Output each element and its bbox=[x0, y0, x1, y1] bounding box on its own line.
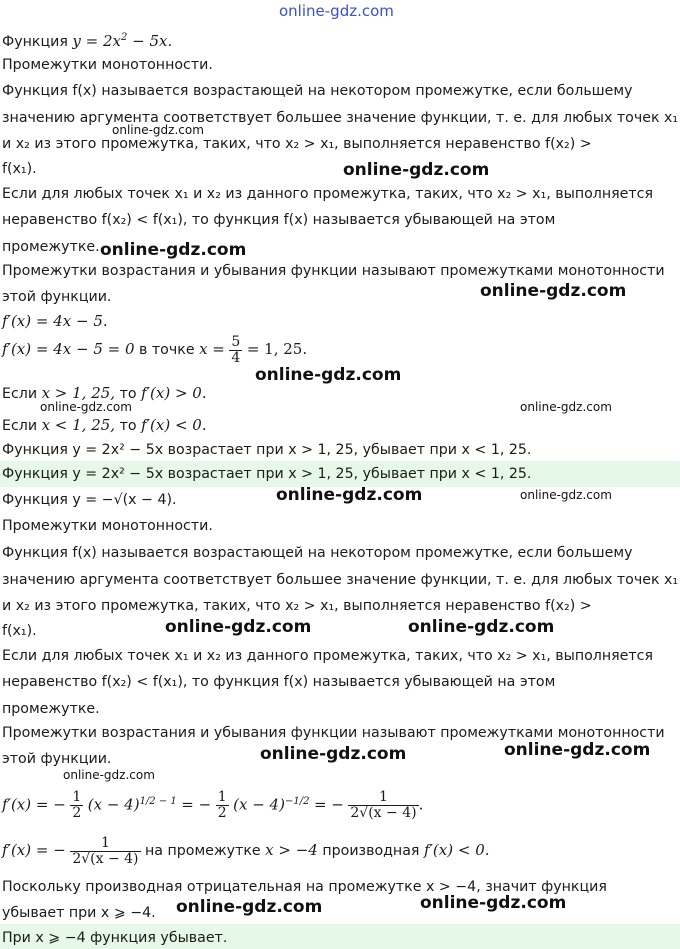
case-greater-1: Если x > 1, 25, то f′(x) > 0. bbox=[2, 384, 207, 402]
fraction-derivative-result: $\frac{1}{2√(x - 4)}$ bbox=[350, 789, 417, 822]
def-decreasing-1-line3: промежутке. bbox=[2, 239, 100, 255]
case-less-1: Если x < 1, 25, то f′(x) < 0. bbox=[2, 416, 207, 434]
watermark: online-gdz.com bbox=[255, 365, 402, 385]
def-increasing-2-line2: значению аргумента соответствует большее значение функции, т. е. для любых точек x₁ bbox=[2, 572, 679, 588]
function-2-title: Функция y = −√(x − 4). bbox=[2, 492, 177, 508]
watermark: online-gdz.com bbox=[504, 740, 651, 760]
watermark: online-gdz.com bbox=[112, 123, 204, 137]
watermark: online-gdz.com bbox=[408, 617, 555, 637]
def-decreasing-1-line1: Если для любых точек x₁ и x₂ из данного промежутка, таких, что x₂ > x₁, выполняется bbox=[2, 186, 653, 202]
def-increasing-1-line4: f(x₁). bbox=[2, 161, 37, 177]
watermark: online-gdz.com bbox=[63, 768, 155, 782]
def-increasing-2-line4: f(x₁). bbox=[2, 623, 37, 639]
derivative-2: f′(x) = − $\frac{1}{2}$ $(x - 4)^{1/2 - 1}$ = − $\frac{1}{2}$ $(x - 4)^{-1/2}$ = − $\frac{1}{2√(x - 4)}$ . bbox=[2, 789, 424, 822]
watermark: online-gdz.com bbox=[420, 893, 567, 913]
monotonic-def-2-line1: Промежутки возрастания и убывания функции называют промежутками монотонности bbox=[2, 725, 665, 741]
answer-2: При x ⩾ −4 функция убывает. bbox=[2, 930, 228, 946]
monotonic-def-1-line2: этой функции. bbox=[2, 289, 112, 305]
def-decreasing-2-line3: промежутке. bbox=[2, 701, 100, 717]
def-increasing-1-line1: Функция f(x) называется возрастающей на некотором промежутке, если большему bbox=[2, 83, 633, 99]
derivative-1: f′(x) = 4x − 5. bbox=[2, 312, 108, 330]
result-1: Функция y = 2x² − 5x возрастает при x > 1, 25, убывает при x < 1, 25. bbox=[2, 442, 532, 458]
def-increasing-1-line2: значению аргумента соответствует большее значение функции, т. е. для любых точек x₁ bbox=[2, 110, 679, 126]
answer-1: Функция y = 2x² − 5x возрастает при x > 1, 25, убывает при x < 1, 25. bbox=[2, 466, 532, 482]
watermark: online-gdz.com bbox=[260, 744, 407, 764]
def-decreasing-2-line2: неравенство f(x₂) < f(x₁), то функция f(x) называется убывающей на этом bbox=[2, 674, 556, 690]
conclusion-2-line1: Поскольку производная отрицательная на промежутке x > −4, значит функция bbox=[2, 879, 607, 895]
monotonic-def-2-line2: этой функции. bbox=[2, 751, 112, 767]
fraction-half-b: $\frac{1}{2}$ bbox=[217, 789, 227, 822]
fraction-half-a: $\frac{1}{2}$ bbox=[72, 789, 82, 822]
watermark: online-gdz.com bbox=[100, 240, 247, 260]
fraction-derivative-2: $\frac{1}{2√(x - 4)}$ bbox=[72, 834, 139, 867]
watermark: online-gdz.com bbox=[520, 488, 612, 502]
watermark: online-gdz.com bbox=[343, 160, 490, 180]
watermark: online-gdz.com bbox=[480, 281, 627, 301]
conclusion-2-line2: убывает при x ⩾ −4. bbox=[2, 905, 156, 921]
def-increasing-1-line3: и x₂ из этого промежутка, таких, что x₂ > x₁, выполняется неравенство f(x₂) > bbox=[2, 136, 592, 152]
def-increasing-2-line1: Функция f(x) называется возрастающей на некотором промежутке, если большему bbox=[2, 545, 633, 561]
def-decreasing-1-line2: неравенство f(x₂) < f(x₁), то функция f(x) называется убывающей на этом bbox=[2, 212, 556, 228]
heading-monotonic-1: Промежутки монотонности. bbox=[2, 57, 213, 73]
fraction-5-4: $\frac{5}{4}$ bbox=[231, 333, 241, 366]
function-1-title: Функция $y = 2x^2 - 5x$. bbox=[2, 32, 173, 50]
def-decreasing-2-line1: Если для любых точек x₁ и x₂ из данного промежутка, таких, что x₂ > x₁, выполняется bbox=[2, 648, 653, 664]
heading-monotonic-2: Промежутки монотонности. bbox=[2, 518, 213, 534]
watermark: online-gdz.com bbox=[520, 400, 612, 414]
monotonic-def-1-line1: Промежутки возрастания и убывания функции называют промежутками монотонности bbox=[2, 263, 665, 279]
def-increasing-2-line3: и x₂ из этого промежутка, таких, что x₂ > x₁, выполняется неравенство f(x₂) > bbox=[2, 598, 592, 614]
watermark: online-gdz.com bbox=[276, 485, 423, 505]
watermark: online-gdz.com bbox=[40, 400, 132, 414]
derivative-2-sign: f′(x) = − $\frac{1}{2√(x - 4)}$ на промежутке x > −4 производная f′(x) < 0. bbox=[2, 834, 490, 867]
site-watermark: online-gdz.com bbox=[279, 2, 394, 20]
critical-point-1: f′(x) = 4x − 5 = 0 в точке x = $\frac{5}{4}$ = 1, 25. bbox=[2, 333, 308, 366]
watermark: online-gdz.com bbox=[176, 897, 323, 917]
watermark: online-gdz.com bbox=[165, 617, 312, 637]
